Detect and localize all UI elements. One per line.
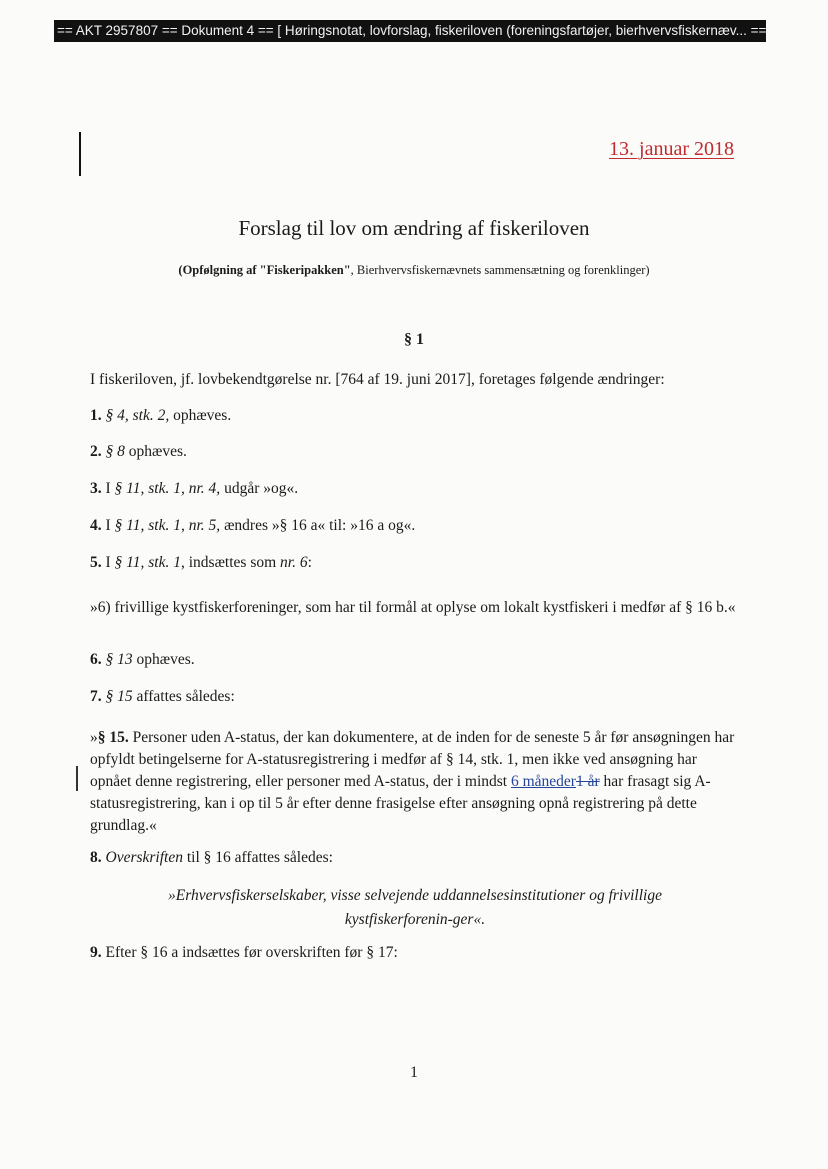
amendment-item-5: [90, 552, 740, 574]
item-text: Efter § 16 a indsættes før overskriften før § 17:: [101, 944, 398, 961]
item-text: til § 16 affattes således:: [182, 849, 333, 866]
item-reference: § 11, stk. 1, nr. 5,: [114, 517, 221, 534]
amendment-item-2: [90, 441, 740, 463]
change-bar-top: [79, 132, 81, 176]
subtitle-bold: (Opfølgning af "Fiskeripakken": [178, 263, 351, 277]
subtitle-rest: , Bierhvervsfiskernævnets sammensætning og forenklinger): [350, 263, 650, 277]
item-7-quote: [90, 727, 740, 837]
tracked-deletion: 1 år: [575, 773, 600, 790]
item-number: 6.: [90, 651, 102, 668]
item-number: 9.: [90, 944, 102, 961]
item-mid: , indsættes som: [181, 554, 281, 571]
item-reference: § 8: [105, 443, 125, 460]
amendment-item-4: [90, 515, 740, 537]
item-pre: I: [101, 480, 115, 497]
intro-paragraph: I fiskeriloven, jf. lovbekendtgørelse nr. [764 af 19. juni 2017], foretages følgende ændringer:: [90, 371, 665, 388]
item-number: 2.: [90, 443, 102, 460]
quote-text-2: har frasagt sig A-statusregistrering, kan i op til 5 år efter denne frasigelse efter ansøgning opnå registrering på dette grundlag.«: [90, 773, 711, 834]
page-title: Forslag til lov om ændring af fiskeriloven: [238, 216, 590, 240]
item-text: ændres »§ 16 a« til: »16 a og«.: [220, 517, 416, 534]
item-number: 1.: [90, 407, 102, 424]
item-pre: I: [101, 554, 115, 571]
item-text: ophæves.: [132, 651, 195, 668]
section-heading: § 1: [404, 331, 424, 348]
paragraph-number: § 15.: [97, 729, 129, 746]
change-bar-margin: [76, 766, 78, 791]
item-8-quote: »Erhvervsfiskerselskaber, visse selvejende uddannelsesinstitutioner og frivillige kystfiskerforenin-ger«.: [168, 887, 662, 928]
item-text: affattes således:: [132, 688, 235, 705]
page-number: 1: [410, 1064, 418, 1081]
item-number: 7.: [90, 688, 102, 705]
tracked-insertion: 6 måneder: [510, 773, 576, 790]
item-reference-2: nr. 6: [280, 554, 308, 571]
item-reference: § 15: [105, 688, 133, 705]
amendment-item-7: [90, 686, 740, 708]
amendment-item-1: [90, 405, 740, 427]
item-text: udgår »og«.: [220, 480, 299, 497]
item-reference: § 4, stk. 2,: [105, 407, 170, 424]
item-text: ophæves.: [169, 407, 232, 424]
item-reference: Overskriften: [105, 849, 183, 866]
item-5-quote: »6) frivillige kystfiskerforeninger, som har til formål at oplyse om lokalt kystfiskeri i medfør af § 16 b.«: [90, 599, 736, 616]
item-number: 3.: [90, 480, 102, 497]
item-pre: I: [101, 517, 115, 534]
amendment-item-6: [90, 649, 740, 671]
quote-open: »: [90, 729, 98, 746]
item-post: :: [307, 554, 312, 571]
document-header-stamp: == AKT 2957807 == Dokument 4 == [ Høringsnotat, lovforslag, fiskeriloven (foreningsfartøjer, bierhvervsfiskernæv... ==: [54, 20, 766, 42]
item-number: 5.: [90, 554, 102, 571]
document-date: 13. januar 2018: [609, 138, 734, 160]
item-text: ophæves.: [124, 443, 187, 460]
amendment-item-3: [90, 478, 740, 500]
item-reference: § 11, stk. 1: [114, 554, 181, 571]
item-number: 8.: [90, 849, 102, 866]
item-reference: § 11, stk. 1, nr. 4,: [114, 480, 221, 497]
quote-text-1: Personer uden A-status, der kan dokumentere, at de inden for de seneste 5 år før ansøgningen har opfyldt betingelserne for A-statusregistrering i medfør af § 14, stk. 1, men ikke ved ansøgning har opnået denne registrering, eller personer med A-status, der i mindst: [90, 729, 735, 790]
subtitle: [0, 263, 828, 278]
amendment-item-9: [90, 942, 740, 964]
amendment-item-8: [90, 847, 740, 869]
item-number: 4.: [90, 517, 102, 534]
item-reference: § 13: [105, 651, 133, 668]
